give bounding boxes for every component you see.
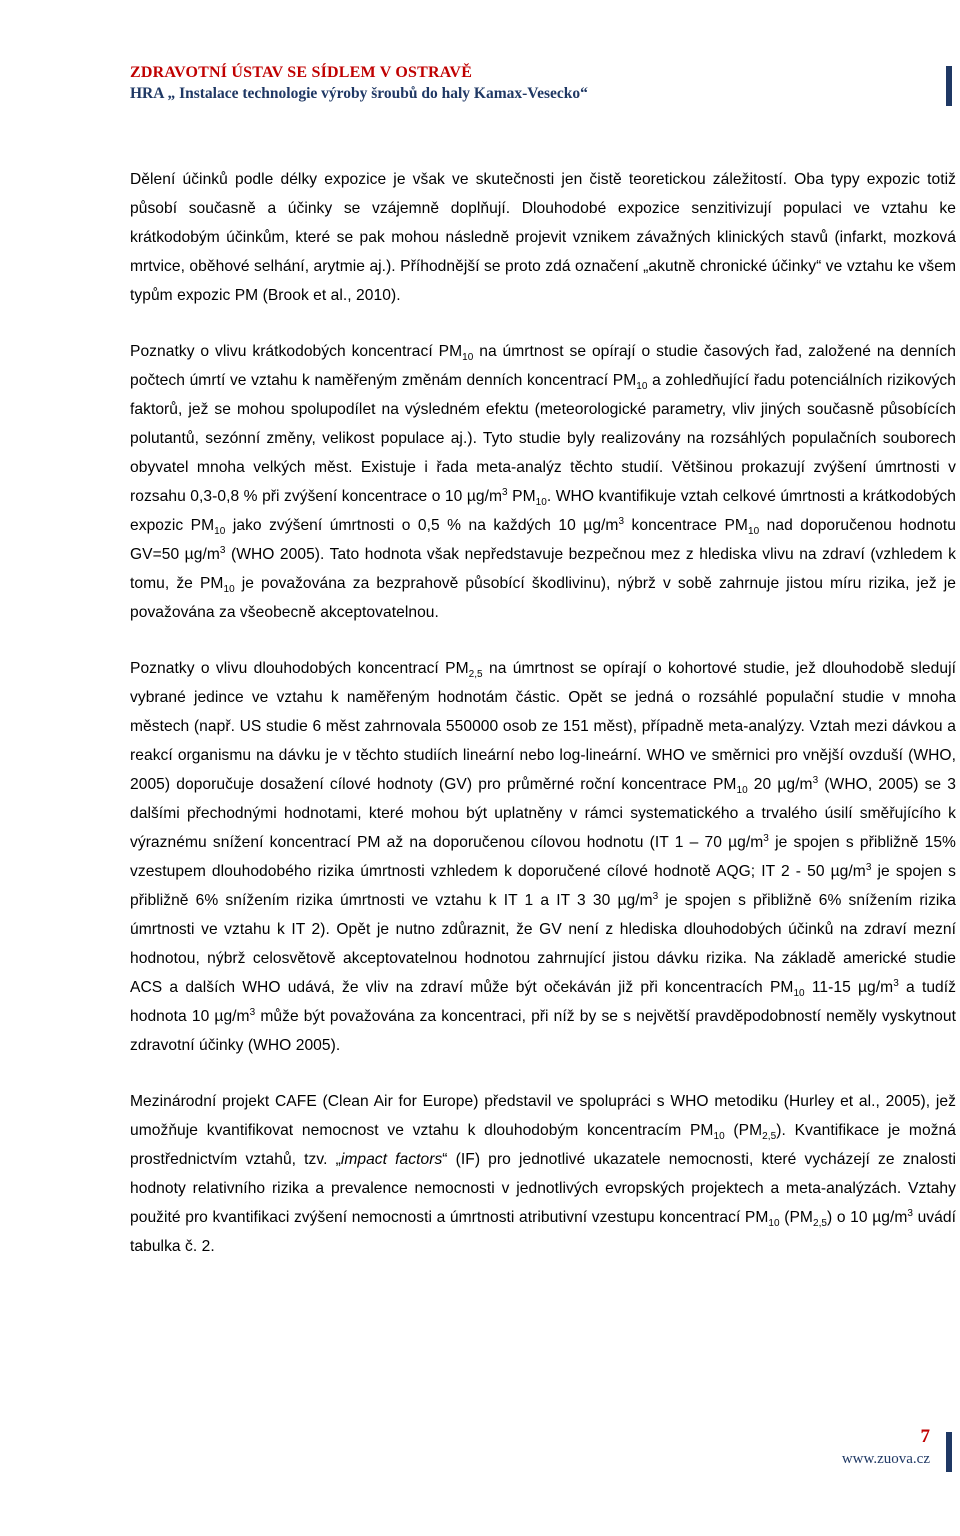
superscript: 3 xyxy=(812,774,819,786)
subscript: 10 xyxy=(535,497,547,509)
header-accent-bar xyxy=(946,66,952,106)
paragraph: Poznatky o vlivu krátkodobých koncentrací $PM_{10}$ na úmrtnost se opírají o studie časových řad, založené na denních počtech úmrtí ve vztahu k naměřeným změnám denních koncentrací $PM_{10}$ a zohledňující řadu potenciálních rizikových faktorů, jež se mohou spolupodílet na výsledném efektu (meteorologické parametry, vliv jiných současně působících polutantů, sezónní změny, velikost populace aj.). Tyto studie byly realizovány na rozsáhlých populačních souborech obyvatel mnoha velkých měst. Existuje i řada meta-analýz těchto studií. Většinou prokazují zvýšení úmrtnosti v rozsahu 0,3-0,8 % při zvýšení koncentrace o 10 $\mu g/m^3$ $PM_{10}$. WHO kvantifikuje vztah celkové úmrtnosti a krátkodobých expozic $PM_{10}$ jako zvýšení úmrtnosti o 0,5 % na každých 10 $\mu g/m^3$ koncentrace $PM_{10}$ nad doporučenou hodnotu GV=50 $\mu g/m^3$ (WHO 2005). Tato hodnota však nepředstavuje bezpečnou mez z hlediska vlivu na zdraví (vzhledem k tomu, že $PM_{10}$ je považována za bezprahově působící škodlivinu), nýbrž v sobě zahrnuje jistou míru rizika, jež je považována za všeobecně akceptovatelnou. xyxy=(130,343,957,621)
page-header xyxy=(130,62,930,104)
page-footer xyxy=(842,1425,930,1469)
italic-term: impact factors xyxy=(340,1151,443,1168)
subscript: 10 xyxy=(793,988,805,1000)
superscript: 3 xyxy=(249,1006,256,1018)
superscript: 3 xyxy=(907,1207,913,1219)
project-title: HRA „ Instalace technologie výroby šroubů do haly Kamax-Vesecko“ xyxy=(130,85,588,102)
subscript: 10 xyxy=(636,381,648,393)
superscript: 3 xyxy=(219,544,226,556)
institution-name: ZDRAVOTNÍ ÚSTAV SE SÍDLEM V OSTRAVĚ xyxy=(130,64,473,81)
paragraph: Mezinárodní projekt CAFE (Clean Air for Europe) představil ve spolupráci s WHO metodiku (Hurley et al., 2005), jež umožňuje kvantifikovat nemocnost ve vztahu k dlouhodobým koncentracím $PM_{10}$ $(PM_{2,5})$. Kvantifikace je možná prostřednictvím vztahů, tzv. „impact factors“ (IF) pro jednotlivé ukazatele nemocnosti, které vycházejí ze znalosti hodnoty relativního rizika a prevalence nemocnosti v jednotlivých evropských projektech a meta-analýzách. Vztahy použité pro kvantifikaci zvýšení nemocnosti a úmrtnosti atributivní vzestupu koncentrací $PM_{10}$ $(PM_{2,5})$ o 10 $\mu g/m^3$ uvádí tabulka č. 2. xyxy=(130,1093,956,1255)
paragraph: Poznatky o vlivu dlouhodobých koncentrací $PM_{2,5}$ na úmrtnost se opírají o kohortové studie, jež dlouhodobě sledují vybrané jedince ve vztahu k naměřeným hodnotám částic. Opět se jedná o rozsáhlé populační studie v mnoha městech (např. US studie 6 měst zahrnovala 550000 osob ze 151 měst), případně meta-analýzy. Vztah mezi dávkou a reakcí organismu na dávku je v těchto studiích lineární nebo log-lineární. WHO ve směrnici pro vnější ovzduší (WHO, 2005) doporučuje dosažení cílové hodnoty (GV) pro průměrné roční koncentrace $PM_{10}$ 20 $\mu g/m^3$ (WHO, 2005) se 3 dalšími přechodnými hodnotami, které mohou být uplatněny v rámci systematického a trvalého úsilí směřujícího k výraznému snížení koncentrací PM až na doporučenou cílovou hodnotu (IT 1 – 70 $\mu g/m^3$ je spojen s přibližně 15% vzestupem dlouhodobého rizika úmrtnosti vzhledem k doporučené cílové hodnotě AQG; IT 2 - 50 $\mu g/m^3$ je spojen s přibližně 6% snížením rizika úmrtnosti ve vztahu k IT 1 a IT 3 30 $\mu g/m^3$ je spojen s přibližně 6% snížením rizika úmrtnosti ve vztahu k IT 2). Opět je nutno zdůraznit, že GV není z hlediska dlouhodobých účinků na zdraví mezní hodnotou, nýbrž celosvětově akceptovatelnou hodnotou zahrnující jistou dávku rizika. Na základě americké studie ACS a dalších WHO udává, že vliv na zdraví může být očekáván již při koncentracích $PM_{10}$ 11-15 $\mu g/m^3$ a tudíž hodnota 10 $\mu g/m^3$ může být považována za koncentraci, při níž by se s největší pravděpodobností neměly vyskytnout zdravotní účinky (WHO 2005). xyxy=(130,660,957,1054)
subscript: 10 xyxy=(747,526,760,538)
superscript: 3 xyxy=(865,861,872,873)
document-body xyxy=(130,165,956,1288)
subscript: 2,5 xyxy=(762,1131,777,1143)
subscript: 10 xyxy=(736,785,748,797)
subscript: 10 xyxy=(214,526,226,538)
superscript: 3 xyxy=(618,515,625,527)
superscript: 3 xyxy=(502,486,508,498)
subscript: 2,5 xyxy=(812,1218,828,1230)
footer-accent-bar xyxy=(946,1432,952,1472)
footer-website: www.zuova.cz xyxy=(841,1451,930,1467)
subscript: 2,5 xyxy=(468,669,483,681)
page-number: 7 xyxy=(920,1426,930,1447)
subscript: 10 xyxy=(713,1131,725,1143)
superscript: 3 xyxy=(652,890,659,902)
subscript: 10 xyxy=(768,1218,780,1230)
paragraph: Dělení účinků podle délky expozice je však ve skutečnosti jen čistě teoretickou záležitostí. Oba typy expozic totiž působí současně a účinky se vzájemně doplňují. Dlouhodobé expozice senzitivizují populaci ve vztahu ke krátkodobým účinkům, které se pak mohou následně projevit vznikem závažných klinických stavů (infarkt, mozková mrtvice, oběhové selhání, arytmie aj.). Příhodnější se proto zdá označení „akutně chronické účinky“ ve vztahu ke všem typům expozic PM (Brook et al., 2010). xyxy=(130,171,956,304)
subscript: 10 xyxy=(223,584,235,596)
subscript: 10 xyxy=(462,352,474,364)
superscript: 3 xyxy=(893,977,899,989)
superscript: 3 xyxy=(763,832,769,844)
